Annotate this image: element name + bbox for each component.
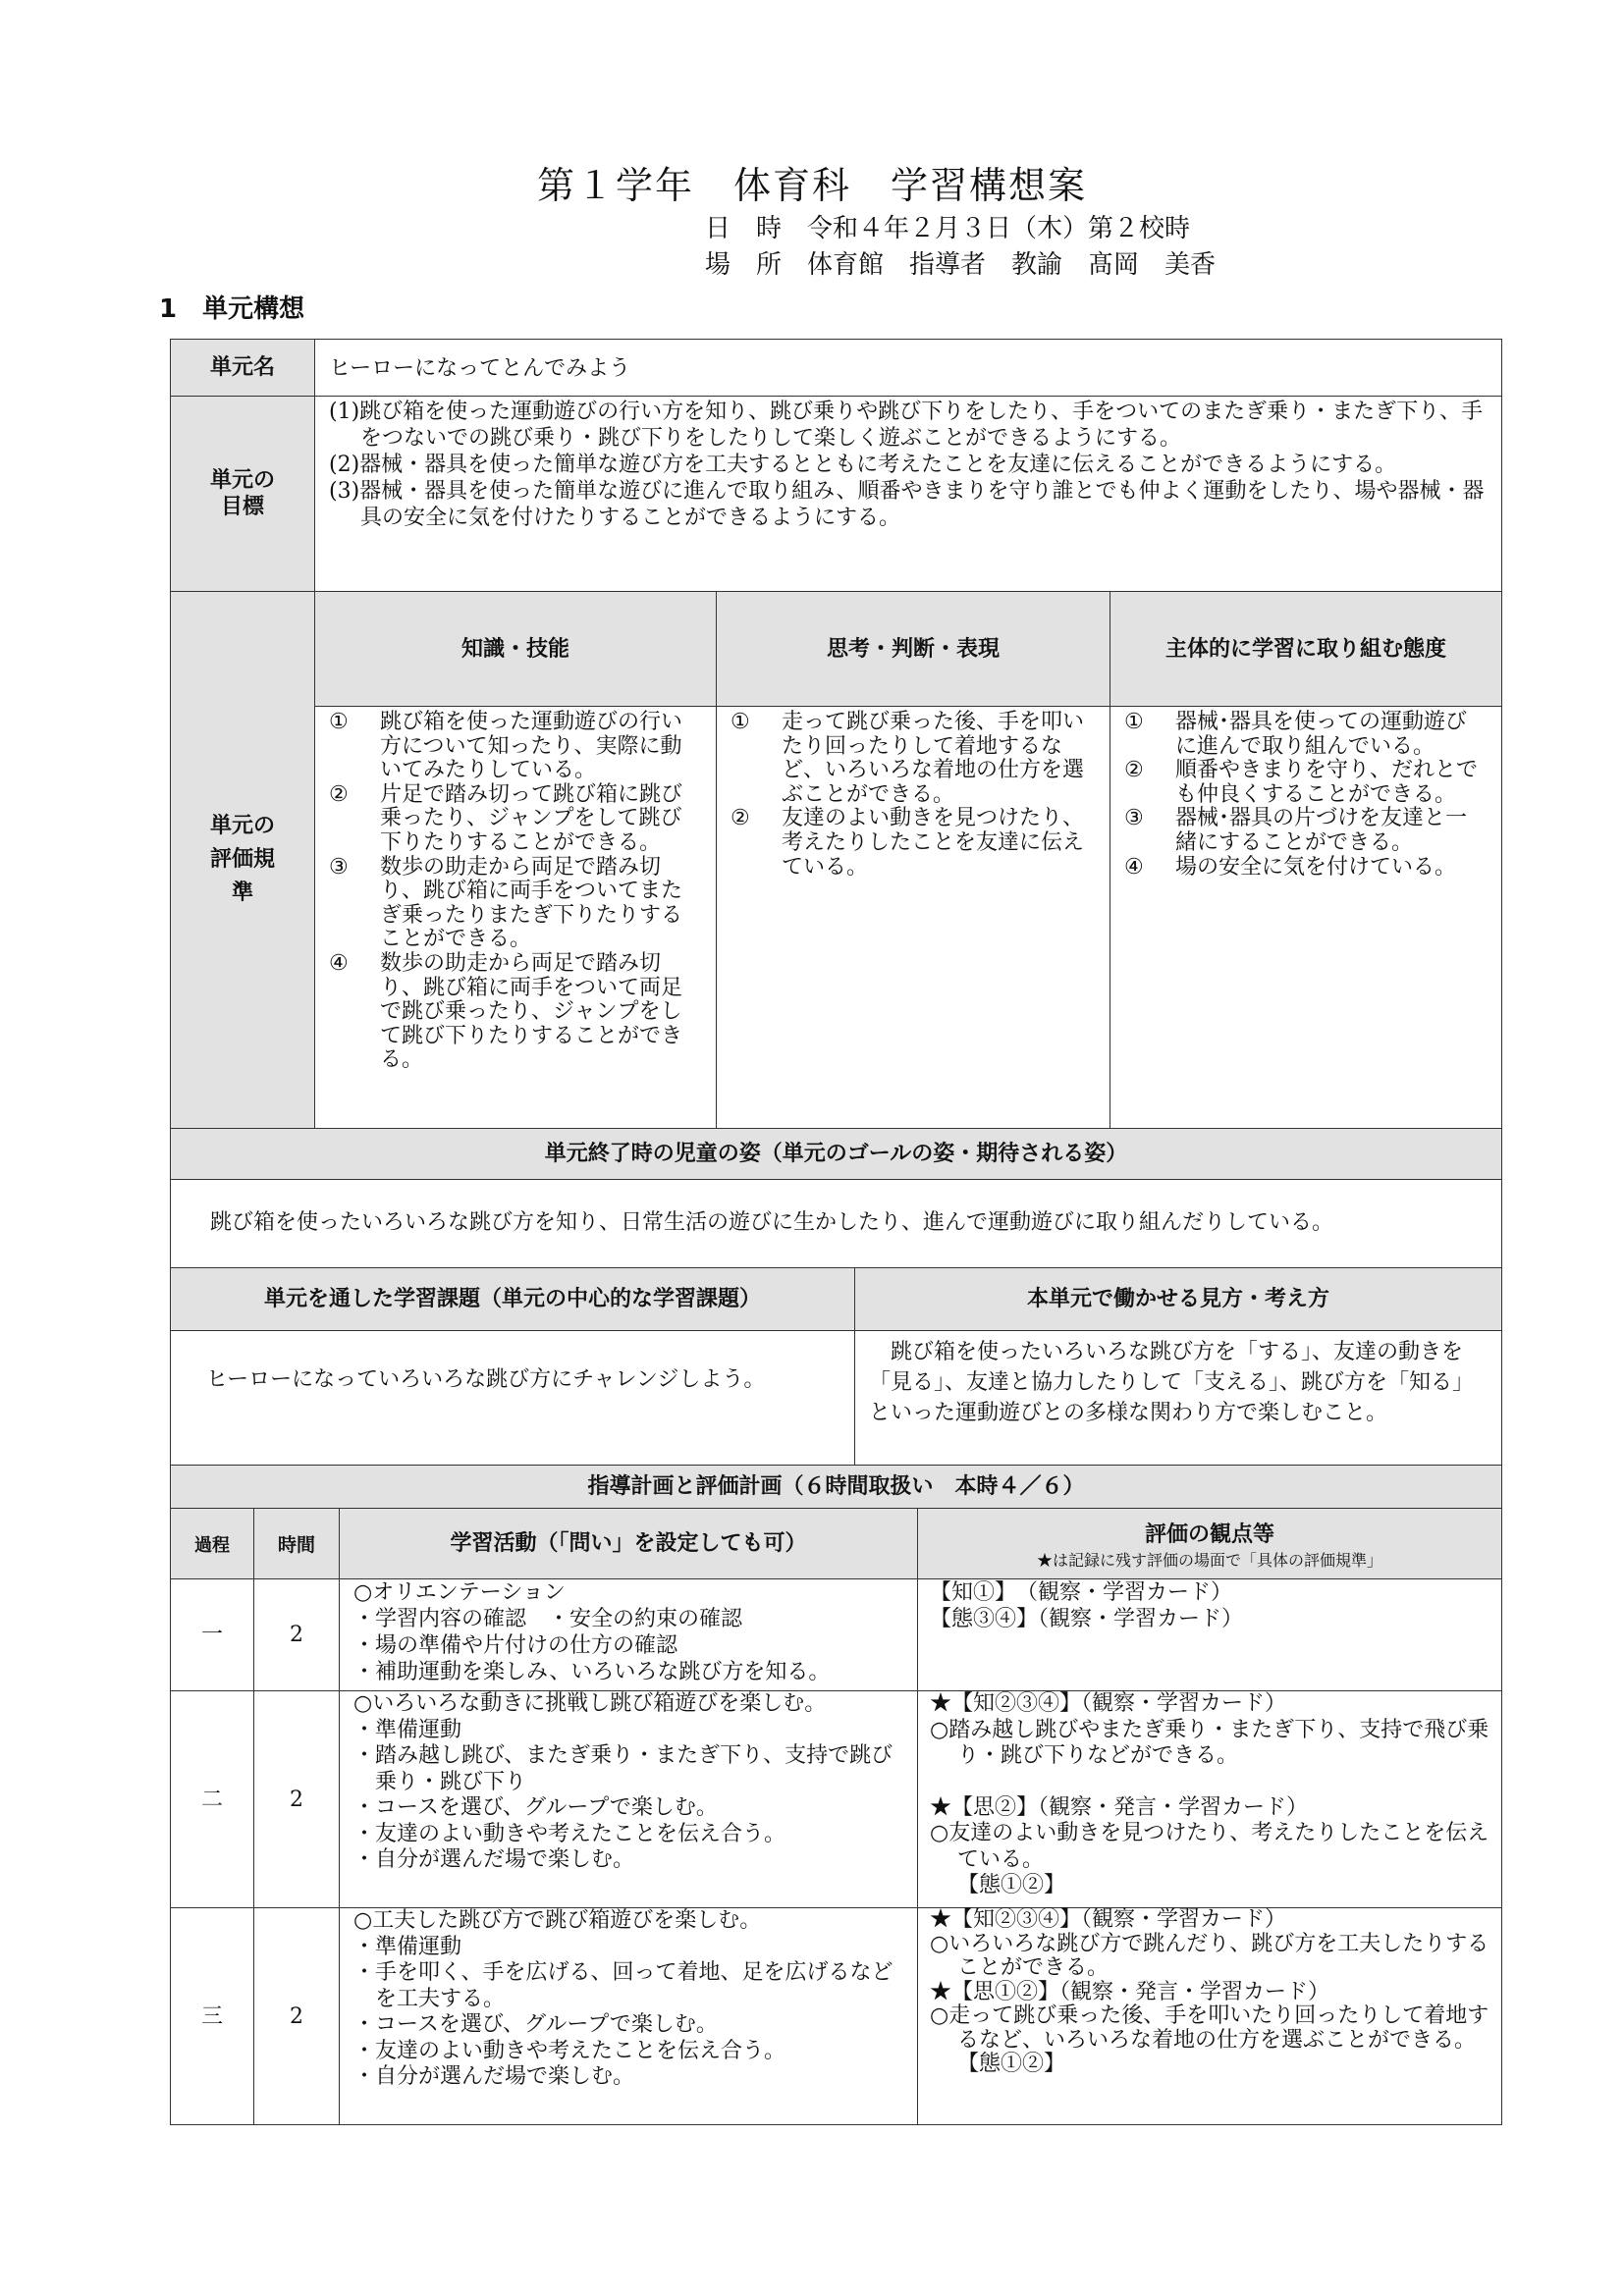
list-item: ① 跳び箱を使った運動遊びの行い方について知ったり、実際に動いてみたりしている。 (329, 710, 683, 783)
goal-item: (3)器械・器具を使った簡単な遊びに進んで取り組み、順番やきまりを守り誰とでも仲よく運動をしたり、場や器械・器具の安全に気を付けたりすることができるようにする。 (329, 479, 1485, 530)
plan-row-1-evals (917, 1578, 1502, 1691)
criteria-thinking-list (716, 706, 1110, 1129)
list-item: ○工夫した跳び方で跳び箱遊びを楽しむ。 (353, 1908, 762, 1933)
goal-figure-text: 跳び箱を使ったいろいろな跳び方を知り、日常生活の遊びに生かしたり、進んで運動遊びに取り組んだりしている。 (170, 1179, 1502, 1268)
plan-row-1-activities (339, 1578, 918, 1691)
plan-row-2-activities (339, 1690, 918, 1908)
goal-figure-header: 単元終了時の児童の姿（単元のゴールの姿・期待される姿） (170, 1128, 1502, 1180)
plan-row-3-activities (339, 1907, 918, 2125)
plan-row-3-hours: 2 (253, 1907, 340, 2125)
list-item: ・友達のよい動きや考えたことを伝え合う。 (353, 2038, 786, 2063)
goal-item: (2)器械・器具を使った簡単な遊び方を工夫するとともに考えたことを友達に伝えることができるようにする。 (329, 453, 1397, 477)
task-header: 単元を通した学習課題（単元の中心的な学習課題） (170, 1267, 855, 1331)
criteria-label: 単元の評価規準 (170, 591, 315, 1129)
list-item: 【知①】 （観察・学習カード） (930, 1580, 1233, 1605)
view-text: 跳び箱を使ったいろいろな跳び方を「する」、友達の動きを「見る」、友達と協力したりして「支える」、跳び方を「知る」といった運動遊びとの多様な関わり方で楽しむこと。 (854, 1330, 1502, 1466)
list-item: ・補助運動を楽しみ、いろいろな跳び方を知る。 (353, 1660, 831, 1684)
spacer (930, 1770, 1489, 1795)
list-item: ★【知②③④】（観察・学習カード） (930, 1691, 1287, 1716)
view-header: 本単元で働かせる見方・考え方 (854, 1267, 1502, 1331)
list-item: ③ 器械･器具の片づけを友達と一緒にすることができる。 (1124, 806, 1468, 855)
list-item: ② 順番やきまりを守り、だれとでも仲良くすることができる。 (1124, 758, 1479, 807)
list-item: ○いろいろな動きに挑戦し跳び箱遊びを楽しむ。 (353, 1691, 827, 1716)
list-item: ○オリエンテーション (353, 1580, 566, 1605)
list-item: ④ 場の安全に気を付けている。 (1124, 854, 1457, 880)
plan-col-process: 過程 (170, 1508, 254, 1579)
list-item: ・自分が選んだ場で楽しむ。 (353, 2064, 635, 2089)
list-item: ・自分が選んだ場で楽しむ。 (353, 1847, 635, 1872)
list-item: ③ 数歩の助走から両足で踏み切り、跳び箱に両手をついてまたぎ乗ったりまたぎ下りたりすることができる。 (329, 854, 683, 952)
plan-header: 指導計画と評価計画（６時間取扱い 本時４／６） (170, 1465, 1502, 1509)
list-item: ○走って跳び乗った後、手を叩いたり回ったりして着地するなど、いろいろな着地の仕方を選ぶことができる。 (930, 2003, 1489, 2053)
plan-row-2-evals (917, 1690, 1502, 1908)
page-title: 第１学年 体育科 学習構想案 (536, 164, 1087, 207)
criteria-header-attitude: 主体的に学習に取り組む態度 (1110, 591, 1502, 707)
plan-col-activity: 学習活動（「問い」を設定しても可） (339, 1508, 918, 1579)
list-item: ② 友達のよい動きを見つけたり、考えたりしたことを友達に伝えている。 (731, 806, 1085, 880)
list-item: ・準備運動 (353, 1934, 462, 1959)
list-item: ○踏み越し跳びやまたぎ乗り・またぎ下り、支持で飛び乗り・跳び下りなどができる。 (930, 1717, 1489, 1768)
plan-row-2-hours: 2 (253, 1690, 340, 1908)
list-item: ④ 数歩の助走から両足で踏み切り、跳び箱に両手をついて両足で跳び乗ったり、ジャンプをして跳び下りたりすることができる。 (329, 950, 683, 1073)
list-item: ○いろいろな跳び方で跳んだり、跳び方を工夫したりすることができる。 (930, 1931, 1489, 1980)
list-item: ・コースを選び、グループで楽しむ。 (353, 2012, 718, 2037)
plan-row-3-process: 三 (170, 1907, 254, 2125)
criteria-header-knowledge: 知識・技能 (314, 591, 717, 707)
plan-col-hours: 時間 (253, 1508, 340, 1579)
plan-row-1-process: 一 (170, 1578, 254, 1691)
list-item: ・場の準備や片付けの仕方の確認 (353, 1633, 678, 1658)
list-item: ・友達のよい動きや考えたことを伝え合う。 (353, 1821, 786, 1846)
goals-cell (314, 396, 1502, 592)
list-item: ② 片足で踏み切って跳び箱に跳び乗ったり、ジャンプをして跳び下りたりすることができる。 (329, 781, 683, 855)
task-text: ヒーローになっていろいろな跳び方にチャレンジしよう。 (170, 1330, 855, 1466)
list-item: 【態①②】 (957, 2052, 1066, 2076)
list-item: ① 器械･器具を使っての運動遊びに進んで取り組んでいる。 (1124, 710, 1468, 759)
plan-col-eval: 評価の観点等 ★は記録に残す評価の場面で「具体の評価規準」 (917, 1508, 1502, 1579)
goal-item: (1)跳び箱を使った運動遊びの行い方を知り、跳び乗りや跳び下りをしたり、手をついてのまたぎ乗り・またぎ下り、手をつないでの跳び乗り・跳び下りをしたりして楽しく遊ぶことができるようにする。 (329, 400, 1484, 451)
plan-row-1-hours: 2 (253, 1578, 340, 1691)
list-item: 【態③④】（観察・学習カード） (930, 1607, 1244, 1631)
place-line: 場 所 体育館 指導者 教諭 髙岡 美香 (705, 250, 1217, 280)
list-item: ★【知②③④】（観察・学習カード） (930, 1907, 1287, 1932)
list-item: ・学習内容の確認 ・安全の約束の確認 (353, 1607, 743, 1631)
list-item: ① 走って跳び乗った後、手を叩いたり回ったりして着地するなど、いろいろな着地の仕方を選ぶことができる。 (731, 710, 1085, 807)
unit-name-label: 単元名 (170, 339, 315, 397)
criteria-knowledge-list (314, 706, 717, 1129)
list-item: ・コースを選び、グループで楽しむ。 (353, 1795, 718, 1820)
datetime-line: 日 時 令和４年２月３日（木）第２校時 (705, 214, 1191, 243)
list-item: ★【思①②】（観察・発言・学習カード） (930, 1979, 1330, 2004)
plan-row-3-evals (917, 1907, 1502, 2125)
goals-label: 単元の目標 (170, 396, 315, 592)
list-item: ・踏み越し跳び、またぎ乗り・またぎ下り、支持で跳び乗り・跳び下り (353, 1743, 893, 1794)
criteria-attitude-list (1110, 706, 1502, 1129)
list-item: ★【思②】（観察・発言・学習カード） (930, 1794, 1309, 1820)
section-heading: 1 単元構想 (159, 294, 305, 324)
criteria-header-thinking: 思考・判断・表現 (716, 591, 1110, 707)
list-item: 【態①②】 (957, 1873, 1066, 1897)
list-item: ・手を叩く、手を広げる、回って着地、足を広げるなどを工夫する。 (353, 1960, 893, 2011)
list-item: ・準備運動 (353, 1717, 462, 1742)
unit-name-value: ヒーローになってとんでみよう (314, 339, 1502, 397)
list-item: ○友達のよい動きを見つけたり、考えたりしたことを伝えている。 (930, 1821, 1489, 1872)
plan-row-2-process: 二 (170, 1690, 254, 1908)
